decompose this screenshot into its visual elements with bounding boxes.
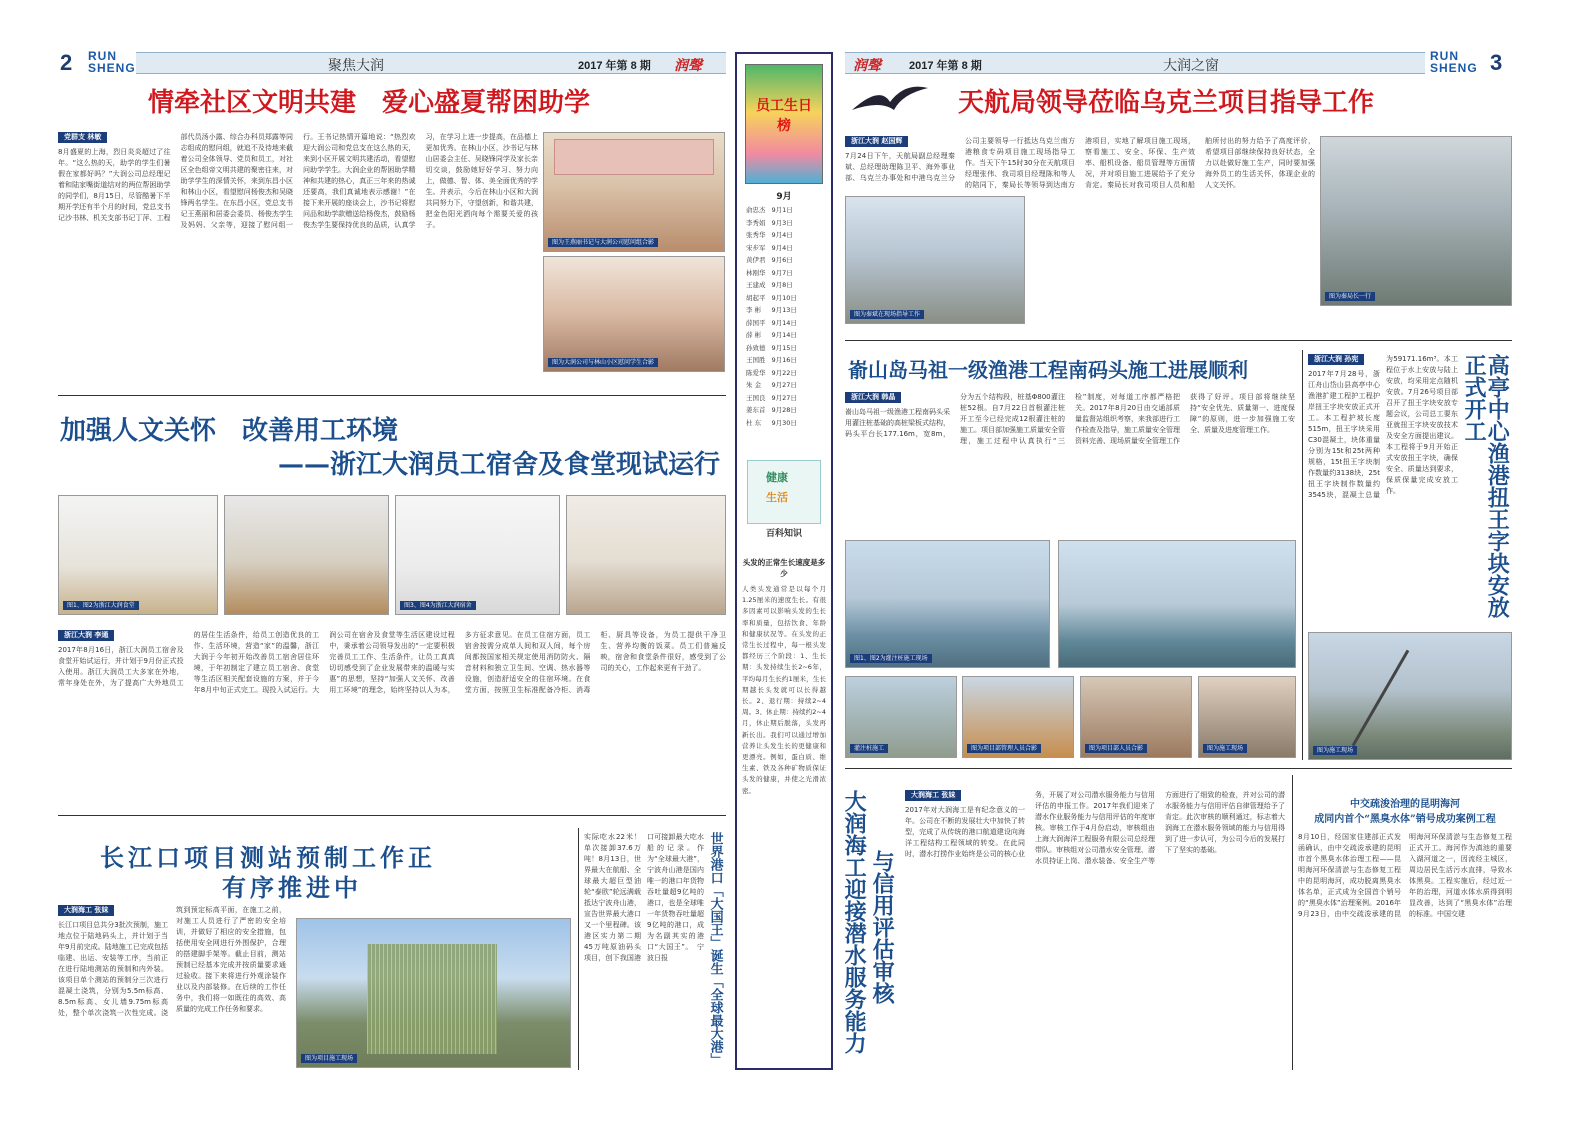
birthday-list [743,204,800,429]
article1-photo-2-caption: 图为大润公司与林山小区慰问学生合影 [548,358,658,367]
health-body: 人类头发通常是以每个月1.25厘米的速度生长。有很多因素可以影响头发的生长率和质量，包括饮食、年龄和健康状况等。在头发的正常生长过程中，每一根头发都经历三个阶段：1、生长期：头发持续生长2~6年，平均每月生长约1厘米，生长期越长头发就可以长得越长。2、退行期：持续2~4周。3、休止期：持续约2~4月，休止期后脱落，头发再新长出。我们可以通过增加营养让头发生长的更健康和更漂亮。例如，蛋白质、维生素、铁及各种矿物质保证头发的健康，并使之光滑浓密。 [742,585,826,795]
article6-photo-caption: 图为施工现场 [1313,746,1357,755]
article4-photo-1-caption: 图为秦斌在现场指导工作 [850,310,924,319]
birthday-date: 9月16日 [771,356,797,364]
health-section: 百科知识 [765,529,802,539]
birthday-name: 黄伊君 [746,256,766,264]
article5-photo-1 [845,540,1050,668]
article3-photo [296,918,571,1068]
birthday-date: 9月27日 [771,393,797,402]
birthday-row [743,379,800,392]
world-port-title: 世界港口「大国王」诞生「全球最大港」 [707,832,723,1066]
article5-caption-5: 图为施工现场 [1203,744,1247,753]
article4-body-tail [1320,312,1512,342]
birthday-card [745,64,823,184]
canteen-caption: 图1、图2为浙江大润食堂 [63,601,139,610]
article6-photo [1308,632,1512,760]
birthday-row [743,292,800,305]
divider [845,768,1512,769]
article5-caption-4: 图为项目部人员合影 [1085,744,1147,753]
article8-body: 8月10日，经国家住建部正式发函确认，由中交疏浚承建的昆明市首个黑臭水体治理工程——昆明海河环保清淤与生态修复工程中的昆明海河，成功脱离黑臭水体名单，正式成为全国首个销号的“黑臭水体”治理案例。2016年9月23日，由中交疏浚承建的昆明海河环保清淤与生态修复工程正式开工。海河作为滇池的重要入湖河道之一，因流经主城区，周边居民生活污水直排，导致水体黑臭。工程实施后，经过近一年的治理，河道水体水质得到明显改善，达到了“黑臭水体”治理的标准。中国交建 [1298,833,1512,918]
article8-title-line1: 中交疏浚治理的昆明海河 [1350,799,1460,810]
article8-title-line2: 成同内首个“黑臭水体”销号成功案例工程 [1314,814,1496,825]
birthday-date: 9月7日 [771,268,793,277]
article7-title-a: 大润海工迎接潜水服务能力 [841,790,868,1054]
article1-photo-1 [543,132,725,252]
birthday-name: 薛国平 [746,318,766,327]
article3-photo-caption: 图为项目施工现场 [301,1054,357,1063]
canteen-photo-1 [58,495,218,615]
article5-photo-6 [1198,676,1296,758]
birthday-name: 王建成 [746,281,766,289]
runsheng-logo-right: RUN SHENG [1430,49,1478,75]
article4-byline: 浙江大润 赵国辉 [845,136,908,147]
divider [845,340,1512,341]
health-title: 头发的正常生长速度是多少 [742,558,826,578]
banner-wall [554,139,714,175]
birthday-row [743,229,800,242]
runsheng-logo-left: RUN SHENG [88,49,136,75]
scaffold [367,944,497,1054]
article3-title-line2: 有序推进中 [222,873,362,902]
birthday-row [743,342,800,355]
birthday-date: 9月4日 [771,243,793,252]
article4-title: 天航局领导莅临乌克兰项目指导工作 [958,88,1375,118]
birthday-name: 张秀华 [746,231,766,239]
article5-caption-1: 图1、图2为灌注桩施工现场 [850,654,932,663]
divider [578,828,579,1070]
article2-title: 加强人文关怀 改善用工环境 [60,416,399,446]
article4-photo-2-caption: 图为秦局长一行 [1325,292,1375,301]
article1-photo-2 [543,256,725,372]
birthday-date: 9月6日 [771,256,793,264]
birthday-card-title: 员工生日榜 [756,98,812,134]
article5-caption-3: 图为项目部管理人员合影 [967,744,1041,753]
birthday-name: 李秀娟 [746,218,766,227]
article1-byline: 党群支 林敏 [58,132,107,143]
article5-photo-4 [962,676,1074,758]
article7-body: 大润海工 张妹 2017年对大润海工是有纪念意义的一年。公司在不断的发展壮大中加快了转型，完成了从传统的港口航道建设向海洋工程结构工程领域的转变。在此同时，潜水打捞作业始终是公司的核心业务，开展了对公司潜水服务能力与信用评估的申报工作。2017年我们迎来了潜水作业服务能力与信用评估的年度审核。审核工作于4月份启动，审核组由上海大润海洋工程服务有限公司总经理带队。审核组对公司潜水安全管理、潜水员持证上岗、潜水装备、安全生产等方面进行了细致的检查，并对公司的潜水服务能力与信用评估自律管理给予了肯定。此次审核的顺利通过，标志着大润海工在潜水服务领域的能力与信用得到了进一步认可，为公司今后的发展打下了坚实的基础。 [905,791,1285,865]
article2-body: 浙江大润 李通 2017年8月16日，浙江大润员工宿舍及食堂开始试运行，并计划于9月份正式投入使用。浙江大润员工大多家在外地，常年身处在外，为了提高广大外地员工的居住生活条件，给员工创造优良的工作、生活环境，营造“家”的温馨，浙江大润于今年初开始改善员工宿舍居住环境，于年初制定了建立员工宿舍、食堂等生活区相关配套设施的方案，并于今年8月中旬正式完工。现投入试运行。大润公司在宿舍及食堂等生活区建设过程中，秉承着公司领导发出的“一定要积极完善员工工作、生活条件，让员工真真切切感受到了企业发展带来的温暖与实惠”的思想，坚持“加强人文关怀、改善用工环境”的理念，始终坚持以人为本，多方征求意见。在员工住宿方面，员工宿舍按需分成单人间和双人间，每个房间都按国家相关规定使用消防防火、隔音材料和独立卫生间、空调、热水器等设施，创造舒适安全的住宿环境。在食堂方面，按照卫生标准配备冷柜、消毒柜、厨具等设备，为员工提供干净卫生、营养均衡的饭菜。员工们普遍反映，宿舍和食堂条件很好，感受到了公司的关心，工作起来更有干劲了。 [58,631,726,694]
article6-byline: 浙江大润 孙宪 [1308,354,1364,365]
birthday-name: 薛 彬 [746,331,762,339]
article6-body: 浙江大润 孙宪 2017年7月28号，浙江舟山岱山县高亭中心渔港扩建工程护工程护岸扭王字块安放正式开工。本工程护坡长度515m，扭王字块采用C30混凝土，块体重量分别为15t和25t两种规格，15t扭王字块制作数量约3138块，25t扭王字块制作数量约3545块，混凝土总量为59171.16m³。本工程位于水上安放与陆上安放，均采用定点随机安放。7月26号项目部召开了扭王字块安放专题会议，公司总工要东亚就扭王字块安放技术及安全方面提出建议。本工程将于9月开始正式安放扭王字块，确保安全、质量达到要求，保质保量完成安放工作。 [1308,355,1458,499]
issue-right: 2017 年第 8 期 [909,60,982,72]
article5-photo-2 [1058,540,1296,668]
birthday-row [743,367,800,380]
birthday-row [743,304,800,317]
article1-title: 情牵社区文明共建 爱心盛夏帮困助学 [148,88,591,118]
dorm-photo-2 [566,495,726,615]
health-word-2: 生活 [766,491,788,504]
article6-title: 高亭中心渔港扭王字块安放正式开工 [1461,354,1511,618]
birthday-date: 9月4日 [771,231,793,239]
birthday-name: 林刚华 [746,268,766,277]
article4-photo-2 [1320,136,1512,306]
swallow-icon [850,80,930,120]
birthday-date: 9月10日 [771,293,797,302]
article7-title-b: 与信用评估审核 [869,850,896,1004]
section-title-right: 大润之窗 [1163,58,1219,74]
article2-byline: 浙江大润 李通 [58,630,114,641]
dorm-caption: 图3、图4为浙江大润宿舍 [400,601,476,610]
health-word-1: 健康 [766,471,788,484]
birthday-name: 胡起平 [746,293,766,302]
birthday-date: 9月3日 [771,218,793,227]
brand-right: 润聲 [853,58,881,74]
health-badge [747,460,821,524]
article1-photo-1-caption: 图为王燕丽书记与大润公司慰问组合影 [548,238,658,247]
article4-body: 浙江大润 赵国辉 7月24日下午，天航局副总经理秦斌、总经理助理陈卫平、海外事业部、乌克兰办事处和中港乌克兰分公司主要领导一行抵达乌克兰南方港粮食专码项目施工现场指导工作。当天下午15时30分在天航项目经理张伟、我司项目经理陈和等人的陪同下，秦局长等领导到达南方港项目，实地了解项目施工现场，察看施工、安全、环保、生产效率、船机设备、船员管理等方面情况，并对项目施工进展给予了充分肯定。秦局长对我司项目人员和船舶所付出的努力给予了高度评价，希望项目部继续保持良好状态，全力以赴做好施工生产，同时要加强海外员工的生活关怀，体现企业的人文关怀。 [845,137,1315,189]
birthday-row [743,392,800,405]
birthday-row [743,242,800,255]
birthday-row [743,217,800,230]
birthday-name: 姜东首 [746,406,766,414]
crane [1352,650,1410,747]
birthday-date: 9月14日 [771,331,797,339]
dorm-photo-1 [395,495,560,615]
header-bar-right [845,52,1425,74]
birthday-date: 9月15日 [771,343,797,352]
section-title-left: 聚焦大润 [328,58,384,74]
article5-photo-3 [845,676,957,758]
birthday-row [743,417,800,430]
article3-body: 大润海工 张妹 长江口项目总共分3批次预制，施工地点位于陆地码头上，并计划于当年9月前完成。陆地施工已完成包括临建、出运、安装等工序，当前正在进行陆地测站的预制和内外装。该项目单个测站的预制分三次进行混凝土浇筑，分别为5.5m标高、8.5m标高、女儿墙9.75m标高处，整个单次浇筑一次性完成。浇筑到预定标高平面，在施工之前，对施工人员进行了严密的安全培训，并做好了相应的安全措施，包括使用安全网进行外围保护，合理的搭建脚手架等。截止目前，测站预制已经基本完成并按质量要求通过验收。接下来将进行外观涂装作业以及内部装修。在后续的工作任务中，我们将一如既往的高效、高质量的完成工作任务和要求。 [58,906,286,1017]
birthday-name: 杜 东 [746,418,762,427]
issue-left: 2017 年第 8 期 [578,60,651,72]
birthday-row [743,279,800,292]
divider [1292,775,1293,1070]
birthday-name: 孙致德 [746,343,766,352]
world-port-body: 实际吃水22米！单次接卸37.6万吨！8月13日，世界最大在航船、全球最大超巨型油轮“泰欧”轮远满载抵达宁波舟山港，宣告世界最大港口又一个里程碑。该港区实力第二期45万吨原油码头项目，创下我国港口可接卸最大吃水船的记录。作为“全球最大港”，宁波舟山港是国内唯一的港口年货物吞吐量超9亿吨的港口，也是全球唯一年货物吞吐量超9亿吨的港口，成为名副其实的港口“大国王”。 宁波日报 [584,833,704,962]
article7-byline: 大润海工 张妹 [905,790,961,801]
birthday-date: 9月28日 [771,406,797,414]
brand-left: 润聲 [674,58,702,74]
article1-body: 党群支 林敏 8月盛夏的上海，烈日炎炎超过了往年。“这么热的天，助学的学生们暑假在家都好吗？”大润公司总经理记着和陆家嘴街道结对的两位帮困助学的同学们，8月15日，尽管酷暑下半期开学还有半个月的时间，党总支书记沙书林、机关支部书记丁萍、工程部代员汤小露、综合办科员郑露等同志组成的慰问组，就追不及待地来截着公司全体领导、党员和员工，对社区全色组帝文明共建的聚密往来，对助学学生的深情关怀，来到东昌小区和林山小区，看望慰问杨俊杰和吴晓锋两名学生。在东昌小区，党总支书记王燕丽和居委会委员、杨俊杰学生及妈妈、父亲等，迎接了慰问组一行。王书记热情开篇地说：“热烈欢迎大润公司和党总支在这么热的天，来到小区开展文明共建活动，看望慰问助学学生。大润企业的帮困助学精神和共建的热心，真正三年来的热诚还要高，我们真诚地表示感谢！”在接下来开展的座谈会上，沙书记将慰问品和助学款赠送给杨俊杰，鼓励杨俊杰学生要保持优良的品质，认真学习，在学习上进一步提高，在品德上更加优秀。在林山小区，沙书记与林山居委会主任、吴晓锋同学及家长亲切交谈，鼓励她好好学习、努力向上，做德、智、体、美全面优秀的学生。并表示，今后在林山小区和大润共同努力下，守望创新，和谐共建，把金色阳光洒向每个需要关爱的孩子。 [58,133,538,229]
birthday-name: 陈爱华 [746,368,766,377]
article5-byline: 浙江大润 韩晶 [845,392,901,403]
birthday-name: 王国胜 [746,356,766,364]
divider [1302,350,1303,760]
birthday-row [743,267,800,280]
birthday-row [743,254,800,267]
birthday-date: 9月27日 [771,381,797,389]
birthday-date: 9月13日 [771,306,797,314]
birthday-row [743,404,800,417]
birthday-name: 俞忠杰 [746,206,766,214]
article5-photo-5 [1080,676,1192,758]
birthday-name: 李 彬 [746,306,762,314]
article2-subtitle: ——浙江大润员工宿舍及食堂现试运行 [278,450,721,480]
birthday-date: 9月14日 [771,318,797,327]
article5-title: 嵛山岛马祖一级渔港工程南码头施工进展顺利 [848,358,1248,382]
article5-caption-2: 灌注桩施工 [850,744,888,753]
birthday-row [743,354,800,367]
article5-body: 浙江大润 韩晶 嵛山岛马祖一级渔港工程南码头采用灌注桩基础的高桩梁板式结构，码头平台长177.16m，宽8m，分为五个结构段，桩基Φ800灌注桩52根。自7月22日首根灌注桩开工至今已经完成12根灌注桩的施工。项目部加强施工质量安全管理，施工过程中认真执行“三检”制度，对每道工序都严格把关。2017年8月20日由交通部质量监督站组织考察，来我部进行工作检查及指导，施工质量安全管理资料完善、现场质量安全管理工作获得了好评。项目部将继续坚持“安全优先、质量第一、进度保障”的原则，进一步加强施工安全、质量及进度管理工作。 [845,393,1295,445]
article3-title-line1: 长江口项目测站预制工作正 [100,843,436,872]
birthday-row [743,317,800,330]
divider [58,815,726,816]
divider [58,395,726,396]
article3-byline: 大润海工 张妹 [58,905,114,916]
center-sidebar [735,52,833,1070]
birthday-month: 9月 [776,192,792,202]
canteen-photo-2 [224,495,389,615]
birthday-row [743,329,800,342]
birthday-name: 王国良 [746,393,766,402]
page-number-left: 2 [60,50,73,75]
birthday-date: 9月30日 [771,418,797,427]
birthday-date: 9月22日 [771,368,797,377]
birthday-name: 朱 金 [746,381,762,389]
header-bar-left [136,52,726,74]
birthday-row [743,204,800,217]
page-number-right: 3 [1490,50,1503,75]
birthday-date: 9月1日 [771,206,793,214]
birthday-name: 宋步军 [746,243,766,252]
birthday-date: 9月8日 [771,281,793,289]
